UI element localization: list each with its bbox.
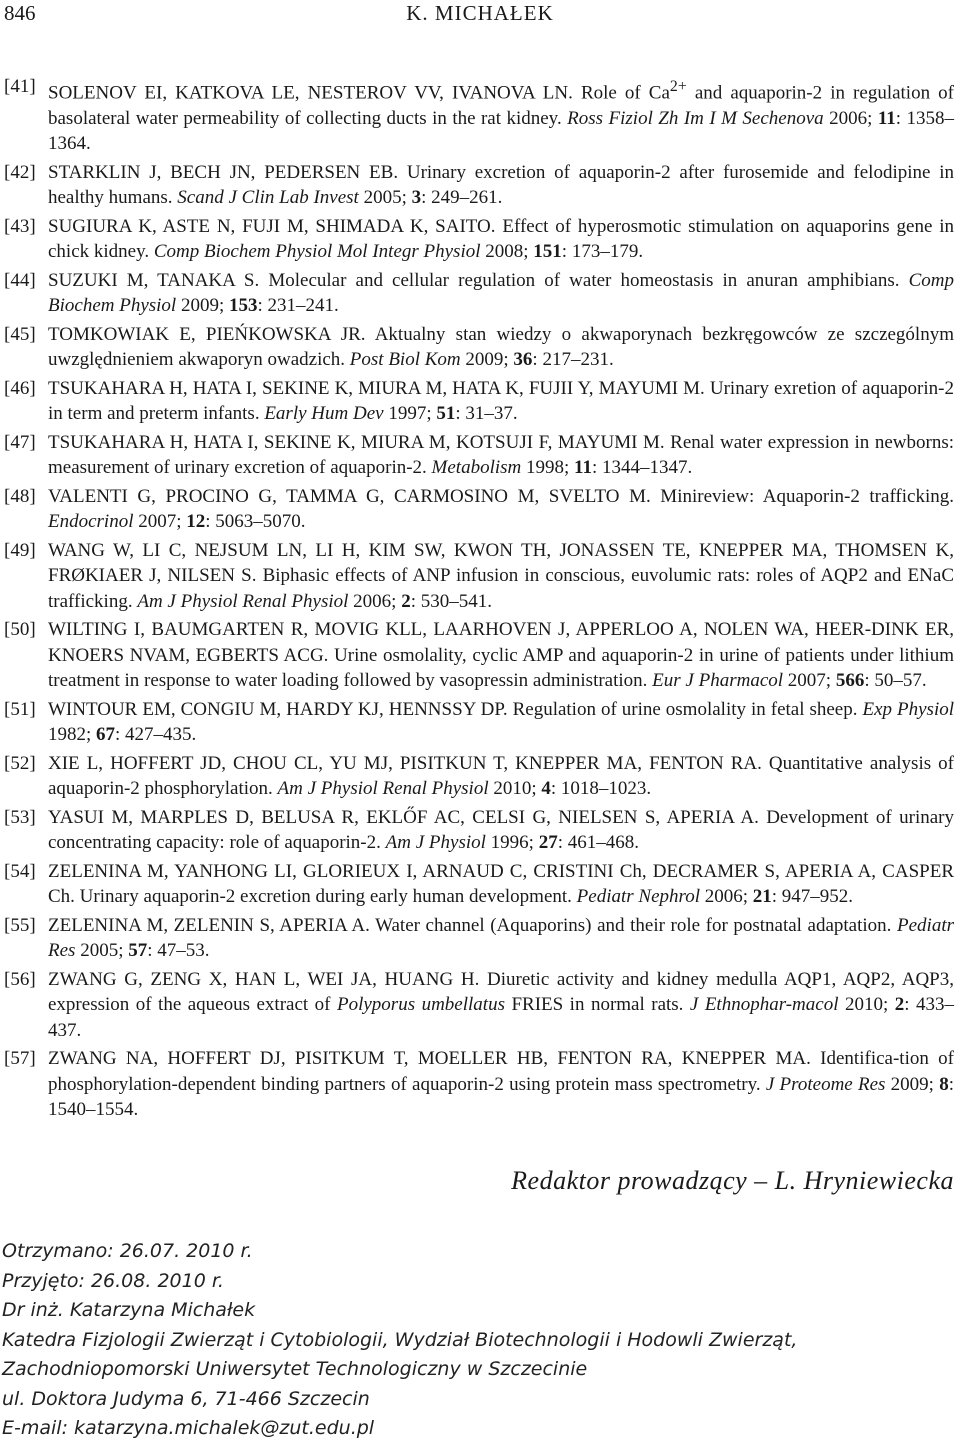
reference-text: WANG W, LI C, NEJSUM LN, LI H, KIM SW, KWON TH, JONASSEN TE, KNEPPER MA, THOMSEN K, FRØKIAER J, NILSEN S. Biphasic effects of ANP infusion in conscious, euvolumic rats: roles of AQP2 and ENaC trafficking. [48, 539, 954, 612]
reference-number: [45] [4, 323, 36, 345]
reference-year: 2006; [823, 107, 878, 129]
reference-year: 1997; [383, 403, 437, 425]
reference-item [4, 538, 954, 615]
reference-journal: Comp Biochem Physiol Mol Integr Physiol [153, 241, 481, 263]
reference-number: [47] [4, 431, 36, 453]
reference-pages: : 217–231. [532, 349, 614, 371]
running-head: K. MICHAŁEK [406, 1, 554, 25]
reference-text: and aquaporin-2 in regulation of basolateral water permeability of collecting ducts in the rat kidney. [48, 82, 954, 129]
reference-volume: 11 [574, 457, 592, 479]
reference-volume: 3 [411, 187, 422, 209]
reference-number: [44] [4, 269, 36, 291]
reference-journal: Ross Fiziol Zh Im I M Sechenova [567, 107, 824, 129]
reference-year: 2005; [358, 187, 412, 209]
reference-pages: : 5063–5070. [205, 511, 306, 533]
reference-number: [55] [4, 914, 36, 936]
reference-number: [52] [4, 752, 36, 774]
reference-text: ZWANG G, ZENG X, HAN L, WEI JA, HUANG H. Diuretic activity and kidney medulla AQP1, AQP2, AQP3, expression of the aqueous extract of [48, 968, 954, 1016]
editor-credit: Redaktor prowadzący – L. Hryniewiecka [511, 1166, 954, 1195]
reference-year: 2007; [133, 511, 187, 533]
reference-item [4, 805, 954, 856]
reference-item [4, 913, 954, 964]
reference-year: 1996; [485, 832, 539, 854]
reference-pages: : 530–541. [410, 590, 492, 612]
reference-journal: Metabolism [431, 457, 522, 479]
accepted-date: Przyjęto: 26.08. 2010 r. [2, 1269, 224, 1292]
reference-text: FRIES in normal rats. [504, 994, 690, 1016]
reference-item [4, 214, 954, 265]
reference-pages: : 433–437. [48, 994, 954, 1041]
reference-volume: 21 [752, 886, 772, 908]
reference-volume: 57 [128, 940, 148, 962]
reference-item [4, 322, 954, 373]
reference-item [4, 697, 954, 748]
reference-text: VALENTI G, PROCINO G, TAMMA G, CARMOSINO M, SVELTO M. Minireview: Aquaporin-2 trafficking. [48, 485, 954, 507]
reference-number: [53] [4, 806, 36, 828]
reference-volume: 153 [229, 295, 258, 317]
reference-journal: Endocrinol [48, 511, 134, 533]
reference-journal: Pediatr Nephrol [576, 886, 700, 908]
email-address: E-mail: katarzyna.michalek@zut.edu.pl [2, 1417, 375, 1439]
reference-number: [48] [4, 485, 36, 507]
reference-item [4, 74, 954, 157]
reference-item [4, 751, 954, 802]
reference-year: 2009; [176, 295, 229, 317]
reference-item [4, 268, 954, 319]
postal-address: ul. Doktora Judyma 6, 71-466 Szczecin [2, 1387, 370, 1410]
received-date: Otrzymano: 26.07. 2010 r. [2, 1240, 253, 1262]
reference-volume: 2 [894, 994, 905, 1016]
reference-item [4, 859, 954, 910]
reference-number: [56] [4, 968, 36, 990]
reference-journal: J Ethnophar-macol [689, 994, 839, 1016]
reference-journal: Exp Physiol [862, 698, 954, 720]
reference-volume: 12 [186, 511, 206, 533]
reference-journal: J Proteome Res [765, 1073, 886, 1095]
reference-pages: : 173–179. [561, 241, 644, 263]
reference-year: 2009; [460, 349, 514, 371]
reference-number: [41] [4, 76, 36, 97]
reference-text: STARKLIN J, BECH JN, PEDERSEN EB. Urinary excretion of aquaporin-2 after furosemide and felodipine in healthy humans. [48, 161, 954, 209]
author-name: Dr inż. Katarzyna Michałek [2, 1299, 256, 1321]
reference-journal: Comp Biochem Physiol [48, 269, 954, 317]
reference-item [4, 967, 954, 1044]
reference-text: TSUKAHARA H, HATA I, SEKINE K, MIURA M, KOTSUJI F, MAYUMI M. Renal water expression in newborns: measurement of urinary excretion of aquaporin-2. [48, 431, 954, 479]
reference-year: 1982; [48, 724, 97, 746]
page-header [0, 0, 960, 30]
reference-pages: : 1344–1347. [592, 457, 693, 479]
reference-item [4, 160, 954, 211]
reference-number: [43] [4, 215, 36, 237]
reference-year: 2006; [700, 886, 753, 908]
reference-item [4, 376, 954, 427]
reference-text: ZWANG NA, HOFFERT DJ, PISITKUM T, MOELLER HB, FENTON RA, KNEPPER MA. Identifica-tion of phosphorylation-dependent binding partners of aquaporin-2 using protein mass spectrometry. [48, 1048, 954, 1095]
reference-item [4, 617, 954, 694]
reference-journal: Am J Physiol Renal Physiol [277, 778, 489, 800]
reference-journal: Eur J Pharmacol [652, 670, 784, 692]
reference-volume: 11 [877, 107, 896, 129]
reference-year: 1998; [521, 457, 575, 479]
reference-pages: : 231–241. [257, 295, 339, 317]
reference-item [4, 430, 954, 481]
article-footer [2, 1237, 952, 1444]
reference-year: 2009; [885, 1073, 940, 1095]
reference-text: ZELENINA M, ZELENIN S, APERIA A. Water channel (Aquaporins) and their role for postnatal adaptation. [48, 914, 897, 936]
reference-year: 2008; [480, 241, 534, 263]
reference-volume: 2 [401, 590, 411, 612]
reference-pages: : 249–261. [421, 187, 503, 209]
reference-text: TSUKAHARA H, HATA I, SEKINE K, MIURA M, HATA K, FUJII Y, MAYUMI M. Urinary exretion of aquaporin-2 in term and preterm infants. [48, 377, 954, 425]
reference-year: 2010; [838, 994, 895, 1016]
reference-volume: 4 [541, 778, 551, 800]
reference-number: [54] [4, 860, 36, 882]
reference-text: SOLENOV EI, KATKOVA LE, NESTEROV VV, IVANOVA LN. Role of Ca [48, 82, 670, 104]
reference-pages: : 947–952. [771, 886, 854, 908]
reference-year: 2006; [348, 590, 402, 612]
reference-volume: 151 [533, 241, 562, 263]
affiliation-line-1: Katedra Fizjologii Zwierząt i Cytobiologii, Wydział Biotechnologii i Hodowli Zwierząt, [2, 1328, 798, 1351]
reference-superscript: 2+ [669, 78, 687, 95]
page-number: 846 [4, 1, 36, 25]
reference-number: [57] [4, 1048, 36, 1070]
reference-pages: : 1358–1364. [48, 107, 955, 155]
reference-pages: : 31–37. [455, 403, 518, 425]
reference-text: XIE L, HOFFERT JD, CHOU CL, YU MJ, PISITKUN T, KNEPPER MA, FENTON RA. Quantitative analysis of aquaporin-2 phosphorylation. [48, 752, 954, 800]
reference-text: SUGIURA K, ASTE N, FUJI M, SHIMADA K, SAITO. Effect of hyperosmotic stimulation on aquaporins gene in chick kidney. [48, 215, 954, 263]
reference-volume: 67 [96, 724, 116, 746]
reference-text: SUZUKI M, TANAKA S. Molecular and cellular regulation of water homeostasis in anuran amphibians. [48, 269, 909, 291]
reference-pages: : 47–53. [147, 940, 210, 962]
reference-journal: Am J Physiol [385, 832, 486, 854]
reference-number: [46] [4, 377, 36, 399]
affiliation-line-2: Zachodniopomorski Uniwersytet Technologiczny w Szczecinie [2, 1358, 588, 1380]
reference-number: [50] [4, 619, 36, 641]
reference-year: 2010; [488, 778, 542, 800]
reference-volume: 8 [939, 1073, 949, 1095]
reference-text: YASUI M, MARPLES D, BELUSA R, EKLŐF AC, CELSI G, NIELSEN S, APERIA A. Development of urinary concentrating capacity: role of aquaporin-2. [48, 806, 954, 854]
reference-text: ZELENINA M, YANHONG LI, GLORIEUX I, ARNAUD C, CRISTINI Ch, DECRAMER S, APERIA A, CASPER Ch. Urinary aquaporin-2 excretion during early human development. [48, 860, 954, 908]
reference-pages: : 427–435. [115, 724, 197, 746]
reference-journal: Scand J Clin Lab Invest [177, 187, 359, 209]
reference-number: [42] [4, 161, 36, 183]
reference-pages: : 461–468. [557, 832, 639, 854]
reference-number: [49] [4, 539, 36, 561]
reference-journal: Am J Physiol Renal Physiol [137, 590, 349, 612]
reference-text: WINTOUR EM, CONGIU M, HARDY KJ, HENNSSY DP. Regulation of urine osmolality in fetal sheep. [48, 698, 863, 720]
reference-volume: 27 [538, 832, 558, 854]
reference-number: [51] [4, 698, 36, 720]
reference-journal: Pediatr Res [48, 914, 954, 962]
reference-journal: Early Hum Dev [264, 403, 384, 425]
reference-item [4, 1046, 954, 1123]
reference-list [4, 74, 954, 1126]
reference-pages: : 1018–1023. [550, 778, 652, 800]
reference-species: Polyporus umbellatus [336, 994, 505, 1016]
reference-volume: 51 [436, 403, 456, 425]
reference-pages: : 50–57. [864, 670, 927, 692]
reference-volume: 36 [513, 349, 533, 371]
reference-year: 2007; [783, 670, 836, 692]
reference-item [4, 484, 954, 535]
reference-journal: Post Biol Kom [349, 349, 461, 371]
reference-text: TOMKOWIAK E, PIEŃKOWSKA JR. Aktualny stan wiedzy o akwaporynach bezkręgowców ze szczególnym uwzględnieniem akwaporyn owadzich. [48, 323, 954, 371]
reference-year: 2005; [75, 940, 129, 962]
reference-volume: 566 [835, 670, 865, 692]
reference-pages: : 1540–1554. [48, 1073, 955, 1121]
reference-text: WILTING I, BAUMGARTEN R, MOVIG KLL, LAARHOVEN J, APPERLOO A, NOLEN WA, HEER-DINK ER, KNOERS NVAM, EGBERTS ACG. Urine osmolality, cyclic AMP and aquaporin-2 in urine of patients under lithium treatment in response to water loading followed by vasopressin administration. [48, 619, 954, 692]
